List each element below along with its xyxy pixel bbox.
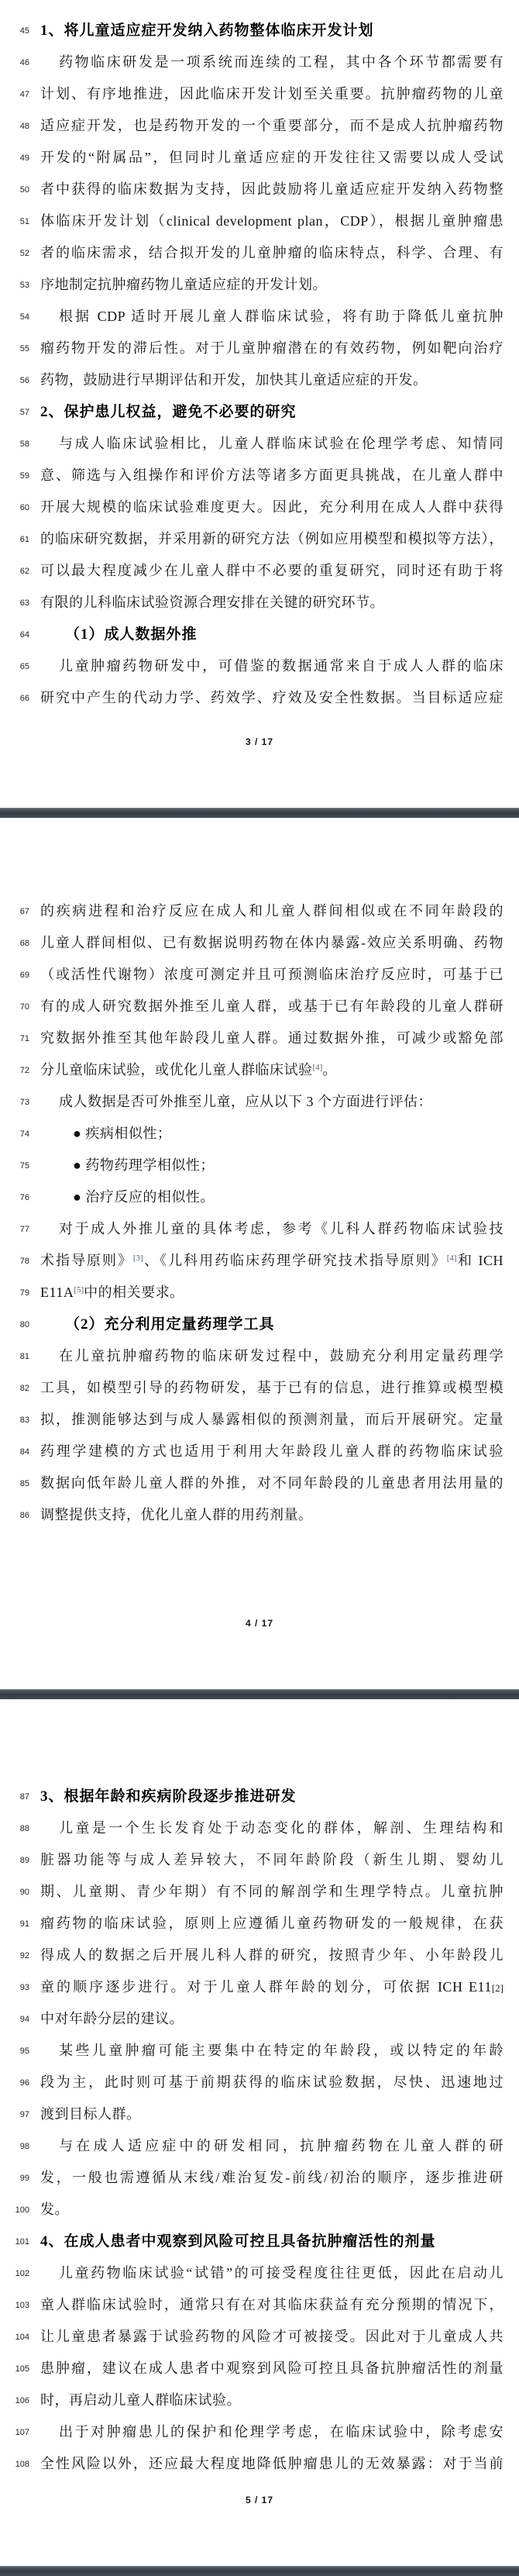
line-number: 93 <box>19 1982 29 1992</box>
text-line <box>0 15 519 47</box>
line-number: 107 <box>15 2427 29 2437</box>
line-text: 脏器功能等与成人差异较大，不同年龄阶段（新生儿期、婴幼儿 <box>40 1852 504 1868</box>
line-text: ● 疾病相似性； <box>73 1126 172 1142</box>
line-text: 研究中产生的代动力学、药效学、疗效及安全性数据。当目标适应症 <box>40 690 504 706</box>
line-number: 94 <box>19 2014 29 2024</box>
text-line <box>0 1844 519 1876</box>
text-line <box>0 2098 519 2130</box>
line-text: 2、保护患儿权益，避免不必要的研究 <box>40 403 297 420</box>
text-line <box>0 1499 519 1531</box>
line-number: 90 <box>19 1887 29 1897</box>
line-number: 91 <box>19 1919 29 1929</box>
line-number: 45 <box>19 26 29 36</box>
line-text: 瘤药物开发的滞后性。对于儿童肿瘤潜在的有效药物，例如靶向治疗 <box>40 340 504 357</box>
text-line <box>0 895 519 927</box>
line-text: 4、在成人患者中观察到风险可控且具备抗肿瘤活性的剂量 <box>40 2233 436 2250</box>
text-line <box>0 2321 519 2353</box>
line-number: 75 <box>19 1160 29 1171</box>
text-line <box>0 2035 519 2067</box>
page-number: 4 / 17 <box>245 1618 274 1629</box>
text-segment: 童的顺序逐步进行。对于儿童人群年龄的划分，可依据 ICH E11 <box>40 1979 492 1995</box>
text-line <box>0 2067 519 2098</box>
line-text: （2）充分利用定量药理学工具 <box>65 1316 275 1333</box>
text-line <box>0 174 519 205</box>
text-line <box>0 2257 519 2289</box>
line-text: 的临床研究数据，并采用新的研究方法（例如应用模型和模拟等方法）， <box>40 531 504 547</box>
line-number: 57 <box>19 407 29 417</box>
line-text: 儿童人群间相似、已有数据说明药物在体内暴露-效应关系明确、药物 <box>40 935 504 951</box>
text-line <box>0 428 519 460</box>
text-line <box>0 2448 519 2480</box>
text-segment: 和 ICH <box>456 1253 504 1269</box>
text-line <box>0 269 519 301</box>
line-text: 序地制定抗肿瘤药物儿童适应症的开发计划。 <box>40 277 327 293</box>
line-number: 100 <box>15 2205 29 2215</box>
text-segment: 中的相关要求。 <box>84 1285 184 1301</box>
line-text: 得成人的数据之后开展儿科人群的研究，按照青少年、小年龄段儿 <box>40 1947 504 1964</box>
line-number: 52 <box>19 248 29 258</box>
line-text: 者的临床需求，结合拟开发的儿童肿瘤的临床特点，科学、合理、有 <box>40 245 504 261</box>
line-number: 84 <box>19 1447 29 1457</box>
text-line <box>0 1436 519 1467</box>
line-number: 101 <box>15 2236 29 2247</box>
line-number: 78 <box>19 1256 29 1266</box>
line-number: 83 <box>19 1415 29 1425</box>
line-text: 计划、有序地推进，因此临床开发计划至关重要。抗肿瘤药物的儿童 <box>40 86 504 102</box>
text-line <box>0 2385 519 2416</box>
line-text: 1、将儿童适应症开发纳入药物整体临床开发计划 <box>40 22 374 39</box>
text-line <box>0 1372 519 1404</box>
line-number: 64 <box>19 629 29 640</box>
line-text: 开发的“附属品”，但同时儿童适应症的开发往往又需要以成人受试 <box>40 150 504 166</box>
line-text <box>40 1253 504 1269</box>
text-line <box>0 2162 519 2194</box>
text-line <box>0 619 519 650</box>
text-line <box>0 587 519 619</box>
line-number: 92 <box>19 1950 29 1960</box>
line-text: 药物，鼓励进行早期评估和开发，加快其儿童适应症的开发。 <box>40 372 428 388</box>
text-line <box>0 650 519 682</box>
line-number: 46 <box>19 57 29 67</box>
line-text: 与在成人适应症中的研发相同，抗肿瘤药物在儿童人群的研 <box>59 2138 504 2154</box>
text-line <box>0 1467 519 1499</box>
text-line <box>0 2003 519 2035</box>
line-text: 发，一般也需遵循从末线/难治复发-前线/初治的顺序，逐步推进研 <box>40 2170 504 2186</box>
text-line <box>0 333 519 364</box>
line-number: 108 <box>15 2459 29 2469</box>
line-number: 98 <box>19 2141 29 2151</box>
text-line <box>0 2194 519 2226</box>
line-text: 发。 <box>40 2202 69 2218</box>
line-number: 73 <box>19 1097 29 1107</box>
line-text: 药物临床研发是一项系统而连续的工程，其中各个环节都需要有 <box>59 54 504 71</box>
line-text: 适应症开发，也是药物开发的一个重要部分，而不是成人抗肿瘤药物 <box>40 118 504 134</box>
line-text: 中对年龄分层的建议。 <box>40 2011 184 2027</box>
text-line <box>0 1781 519 1812</box>
text-line <box>0 927 519 959</box>
line-text: 时，再启动儿童人群临床试验。 <box>40 2392 241 2409</box>
line-text: 期、儿童期、青少年期）有不同的解剖学和生理学特点。儿童抗肿 <box>40 1884 504 1900</box>
text-line <box>0 1118 519 1150</box>
text-segment: 分儿童临床试验，或优化儿童人群临床试验 <box>40 1062 313 1078</box>
line-number: 69 <box>19 970 29 980</box>
page-separator <box>0 2566 519 2576</box>
text-line <box>0 1404 519 1436</box>
text-line <box>0 1022 519 1054</box>
line-number: 54 <box>19 312 29 322</box>
text-line <box>0 2353 519 2385</box>
line-number: 71 <box>19 1033 29 1043</box>
text-line <box>0 460 519 491</box>
line-text: （1）成人数据外推 <box>65 626 198 643</box>
line-number: 85 <box>19 1478 29 1488</box>
line-number: 77 <box>19 1224 29 1234</box>
line-text: 与成人临床试验相比，儿童人群临床试验在伦理学考虑、知情同 <box>59 436 504 452</box>
line-number: 79 <box>19 1288 29 1298</box>
line-number: 56 <box>19 375 29 385</box>
line-number: 59 <box>19 471 29 481</box>
line-text: 瘤药物的临床试验，原则上应遵循儿童药物研发的一般规律，在获 <box>40 1916 504 1932</box>
text-line <box>0 2226 519 2257</box>
line-text: 意、筛选与入组操作和评价方法等诸多方面更具挑战，在儿童人群中 <box>40 467 504 484</box>
text-line <box>0 1876 519 1908</box>
line-text: （或活性代谢物）浓度可测定并且可预测临床治疗反应时，可基于已 <box>40 967 504 983</box>
text-line <box>0 364 519 396</box>
line-number: 82 <box>19 1383 29 1393</box>
line-number: 65 <box>19 661 29 671</box>
line-number: 53 <box>19 280 29 290</box>
line-text: 儿童肿瘤药物研发中，可借鉴的数据通常来自于成人人群的临床 <box>59 658 504 674</box>
text-line <box>0 1150 519 1181</box>
line-text: 成人数据是否可外推至儿童，应从以下 3 个方面进行评估： <box>59 1094 432 1110</box>
line-number: 80 <box>19 1319 29 1329</box>
text-line <box>0 78 519 110</box>
citation-superscript: [5] <box>74 1285 84 1295</box>
line-text <box>40 1062 504 1078</box>
line-number: 86 <box>19 1510 29 1520</box>
line-text: 出于对肿瘤患儿的保护和伦理学考虑，在临床试验中，除考虑安 <box>59 2424 504 2440</box>
citation-superscript: [3] <box>132 1254 143 1264</box>
line-text: 有的成人研究数据外推至儿童人群，或基于已有年龄段的儿童人群研 <box>40 998 504 1015</box>
text-line <box>0 2416 519 2448</box>
line-text: 儿童药物临床试验“试错”的可接受程度往往更低，因此在启动儿 <box>59 2265 504 2281</box>
text-line <box>0 1908 519 1940</box>
citation-superscript: [4] <box>312 1063 323 1073</box>
page-separator <box>0 808 519 818</box>
line-number: 67 <box>19 906 29 916</box>
text-line <box>0 110 519 142</box>
line-text: 3、根据年龄和疾病阶段逐步推进研发 <box>40 1788 297 1805</box>
page-separator <box>0 1689 519 1699</box>
line-number: 96 <box>19 2078 29 2088</box>
text-line <box>0 491 519 523</box>
text-line <box>0 682 519 714</box>
line-number: 50 <box>19 184 29 195</box>
citation-ref: [2] <box>491 1982 504 1995</box>
line-number: 105 <box>15 2364 29 2374</box>
line-number: 49 <box>19 153 29 163</box>
line-text <box>40 1979 504 1995</box>
line-number: 55 <box>19 343 29 353</box>
line-number: 99 <box>19 2173 29 2183</box>
line-number: 63 <box>19 598 29 608</box>
line-text: 药理学建模的方式也适用于利用大年龄段儿童人群的药物临床试验 <box>40 1443 504 1460</box>
line-text: 患肿瘤，建议在成人患者中观察到风险可控且具备抗肿瘤活性的剂量 <box>40 2360 504 2377</box>
line-text: 在儿童抗肿瘤药物的临床研发过程中，鼓励充分利用定量药理学 <box>59 1348 504 1364</box>
line-text: 根据 CDP 适时开展儿童人群临床试验，将有助于降低儿童抗肿 <box>59 309 504 325</box>
text-line <box>0 1340 519 1372</box>
document-page <box>0 1699 519 2566</box>
line-text: 有限的儿科临床试验资源合理安排在关键的研究环节。 <box>40 595 384 611</box>
page-number: 5 / 17 <box>245 2495 274 2505</box>
line-number: 70 <box>19 1002 29 1012</box>
text-line <box>0 1054 519 1086</box>
line-text: 全性风险以外，还应最大程度地降低肿瘤患儿的无效暴露：对于当前 <box>40 2456 504 2472</box>
text-segment: 。 <box>322 1062 337 1078</box>
text-line <box>0 523 519 555</box>
text-line <box>0 1181 519 1213</box>
line-text: 儿童是一个生长发育处于动态变化的群体，解剖、生理结构和 <box>59 1820 504 1836</box>
line-number: 81 <box>19 1351 29 1361</box>
text-line <box>0 991 519 1022</box>
text-line <box>0 959 519 991</box>
line-text: 究数据外推至其他年龄段儿童人群。通过数据外推，可减少或豁免部 <box>40 1030 504 1047</box>
text-segment: 、《儿科用药临床药理学研究技术指导原则》 <box>143 1253 447 1269</box>
text-line <box>0 1940 519 1971</box>
line-number: 106 <box>15 2395 29 2405</box>
line-text: 拟，推测能够达到与成人暴露相似的预测剂量，而后开展研究。定量 <box>40 1412 504 1428</box>
line-number: 74 <box>19 1129 29 1139</box>
text-line <box>0 142 519 174</box>
line-number: 87 <box>19 1791 29 1802</box>
line-number: 66 <box>19 693 29 703</box>
text-line <box>0 1086 519 1118</box>
line-number: 104 <box>15 2332 29 2342</box>
line-number: 61 <box>19 534 29 544</box>
text-line <box>0 1245 519 1277</box>
text-line <box>0 1309 519 1340</box>
line-number: 62 <box>19 566 29 576</box>
line-number: 76 <box>19 1192 29 1202</box>
line-number: 102 <box>15 2268 29 2278</box>
text-line <box>0 555 519 587</box>
line-text: 调整提供支持，优化儿童人群的用药剂量。 <box>40 1507 313 1523</box>
line-text: 开展大规模的临床试验难度更大。因此，充分利用在成人人群中获得 <box>40 499 504 516</box>
line-number: 48 <box>19 121 29 131</box>
line-text: 数据向低年龄儿童人群的外推，对不同年龄段的儿童患者用法用量的 <box>40 1475 504 1491</box>
text-line <box>0 396 519 428</box>
line-text: ● 治疗反应的相似性。 <box>73 1189 215 1205</box>
text-line <box>0 1971 519 2003</box>
text-line <box>0 301 519 333</box>
line-number: 88 <box>19 1823 29 1833</box>
text-segment: 术指导原则》 <box>40 1253 133 1269</box>
line-text: 体临床开发计划（clinical development plan，CDP），根据儿童肿瘤患 <box>40 213 504 229</box>
text-line <box>0 1213 519 1245</box>
line-number: 51 <box>19 216 29 226</box>
line-text: 工具，如模型引导的药物研发，基于已有的信息，进行推算或模型模 <box>40 1380 504 1396</box>
document-page <box>0 0 519 808</box>
line-number: 89 <box>19 1855 29 1865</box>
line-text: 可以最大程度减少在儿童人群中不必要的重复研究，同时还有助于将 <box>40 563 504 579</box>
line-text: 的疾病进程和治疗反应在成人和儿童人群间相似或在不同年龄段的 <box>40 903 504 919</box>
line-text <box>40 1285 504 1301</box>
line-text: 对于成人外推儿童的具体考虑，参考《儿科人群药物临床试验技 <box>59 1221 504 1237</box>
line-number: 72 <box>19 1065 29 1075</box>
line-number: 68 <box>19 938 29 948</box>
text-line <box>0 237 519 269</box>
line-text: 童人群临床试验时，通常只有在对其临床获益有充分预期的情况下， <box>40 2297 504 2313</box>
text-line <box>0 205 519 237</box>
text-line <box>0 1812 519 1844</box>
document-page <box>0 818 519 1689</box>
text-segment: E11A <box>40 1285 74 1301</box>
text-line <box>0 47 519 78</box>
line-number: 103 <box>15 2300 29 2310</box>
line-number: 97 <box>19 2109 29 2119</box>
line-text: 渡到目标人群。 <box>40 2106 141 2123</box>
page-number: 3 / 17 <box>245 736 274 747</box>
citation-superscript: [4] <box>446 1254 457 1264</box>
text-line <box>0 2130 519 2162</box>
line-text: 者中获得的临床数据为支持，因此鼓励将儿童适应症开发纳入药物整 <box>40 181 504 198</box>
line-text: ● 药物药理学相似性； <box>73 1157 215 1174</box>
line-text: 段为主，此时则可基于前期获得的临床试验数据，尽快、迅速地过 <box>40 2074 504 2091</box>
line-number: 58 <box>19 439 29 449</box>
line-text: 某些儿童肿瘤可能主要集中在特定的年龄段，或以特定的年龄 <box>59 2043 504 2059</box>
line-number: 95 <box>19 2046 29 2056</box>
line-number: 47 <box>19 89 29 99</box>
text-line <box>0 2289 519 2321</box>
line-number: 60 <box>19 502 29 512</box>
text-line <box>0 1277 519 1309</box>
line-text: 让儿童患者暴露于试验药物的风险才可被接受。因此对于儿童成人共 <box>40 2329 504 2345</box>
